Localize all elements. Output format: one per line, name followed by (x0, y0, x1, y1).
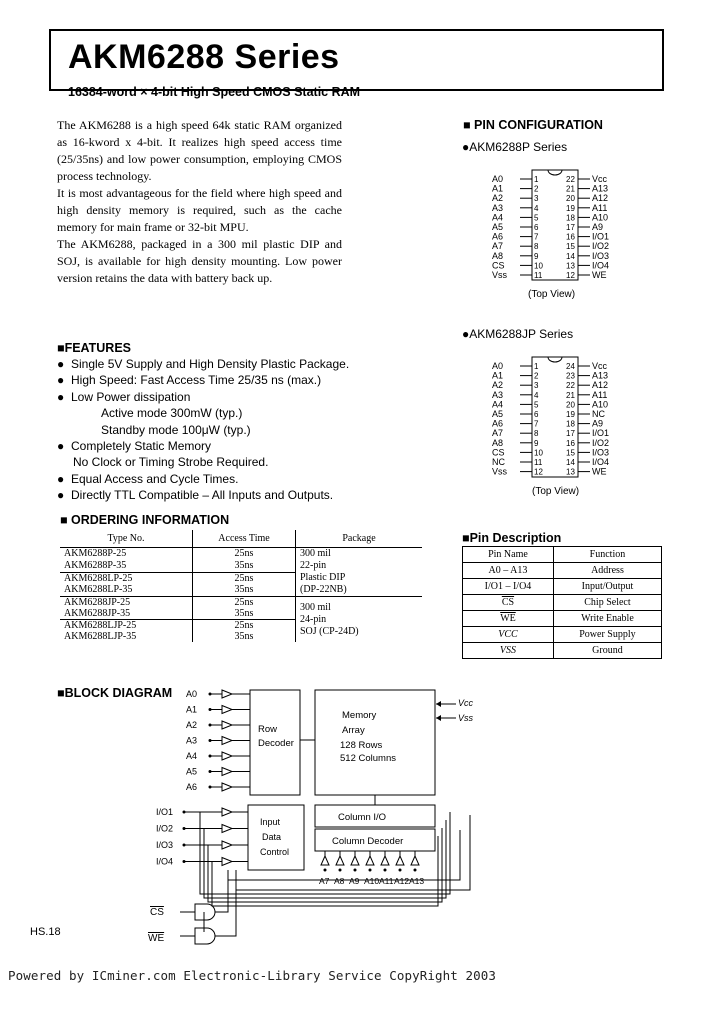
p-series-label: ●AKM6288P Series (462, 140, 568, 154)
pin-number: 12 (566, 271, 575, 280)
col-addr-buffer (351, 856, 359, 865)
io-buffer (222, 825, 232, 833)
feature-item: ● Low Power dissipation (57, 389, 191, 404)
input-label-2: Data (262, 832, 282, 842)
page-title: AKM6288 Series (68, 38, 340, 76)
pin-number: 20 (566, 400, 575, 410)
pin-number: 11 (534, 458, 543, 467)
pin-number: 11 (534, 271, 543, 280)
feature-item: ● Completely Static Memory (57, 439, 212, 454)
ordering-table: Type No. Access Time Package AKM6288P-25 25ns 300 mil 22-pin Plastic DIP (DP-22NB) AKM6288P-35 35ns AKM6288LP-25 25ns AKM6288LP-35 35ns AKM6288JP-25 25ns 300 mil 24-pin SOJ (CP-24D) AKM6288JP-35 35ns AKM6288LJP-25 25ns AKM6288LJP-35 35ns (60, 530, 422, 642)
pin-label: I/O3 (592, 447, 610, 458)
pin-label: A0 (492, 174, 504, 184)
pin-number: 5 (534, 400, 539, 410)
pin-label: A4 (492, 399, 504, 410)
pin-label: A0 (492, 361, 504, 371)
dip22-top-view: (Top View) (528, 289, 576, 300)
pin-number: 14 (566, 458, 575, 467)
pin-label: I/O4 (592, 457, 610, 467)
feature-item: ● High Speed: Fast Access Time 25/35 ns (max.) (57, 373, 322, 388)
col-addr-label: A8 (334, 876, 345, 886)
pin-label: A1 (492, 370, 504, 381)
pin-label: CS (492, 447, 505, 458)
pin-number: 2 (534, 371, 539, 381)
cs-gate (180, 904, 215, 920)
pin-number: 7 (534, 419, 539, 429)
pin-label: A13 (592, 183, 609, 194)
pin-number: 8 (534, 429, 539, 439)
io-label: I/O3 (156, 840, 174, 850)
col-addr-label: A12 (394, 876, 410, 886)
pin-label: A6 (492, 231, 504, 242)
pin-label: A12 (592, 193, 609, 204)
pin-label: A5 (492, 409, 504, 419)
pin-label: A4 (492, 212, 504, 223)
pin-label: WE (592, 466, 607, 477)
addr-input-label: A2 (186, 720, 198, 730)
pin-number: 10 (534, 448, 543, 458)
feature-sub: No Clock or Timing Strobe Required. (73, 455, 269, 470)
io-label: I/O4 (156, 856, 174, 867)
dip22-notch (548, 170, 562, 175)
intro-paragraph-2: It is most advantageous for the field where high speed and high density memory is required, such as the cache memory for main frame or 32-bit MPU. (57, 186, 342, 234)
pin-number: 10 (534, 261, 543, 271)
pin-label: A7 (492, 241, 504, 252)
pin-label: Vss (492, 466, 508, 477)
col-addr-label: A11 (379, 876, 394, 886)
pin-label: I/O1 (592, 231, 610, 242)
column-io-label: Column I/O (338, 812, 387, 823)
pin-number: 6 (534, 410, 539, 419)
pin-number: 17 (566, 223, 575, 232)
soj24-pinout (490, 352, 630, 502)
addr-buffer (222, 768, 232, 776)
col-addr-label: A13 (409, 876, 425, 886)
pin-label: WE (592, 270, 607, 280)
pin-label: A2 (492, 193, 504, 204)
input-label-3: Control (260, 847, 290, 857)
pin-number: 17 (566, 429, 575, 439)
pin-label: A11 (592, 389, 608, 400)
block-diagram-heading: ■BLOCK DIAGRAM (57, 686, 173, 700)
pin-number: 21 (566, 184, 575, 194)
features-heading: ■FEATURES (57, 341, 131, 355)
row-decoder-label-2: Decoder (258, 738, 294, 749)
addr-buffer (222, 706, 232, 714)
pin-label: NC (492, 457, 505, 467)
pin-number: 7 (534, 232, 539, 242)
feature-item: ● Directly TTL Compatible – All Inputs and Outputs. (57, 488, 334, 503)
pin-number: 19 (566, 410, 575, 419)
input-label-1: Input (260, 817, 281, 827)
col-addr-buffer (366, 856, 374, 865)
pin-label: NC (592, 409, 605, 419)
col-addr-label: A10 (364, 876, 380, 886)
intro-text (57, 117, 342, 287)
pin-label: Vss (492, 270, 508, 280)
addr-input-label: A4 (186, 751, 198, 761)
io-buffer (222, 858, 232, 866)
pin-number: 24 (566, 362, 575, 371)
col-addr-buffer (336, 856, 344, 865)
pin-number: 4 (534, 390, 539, 400)
features-list (57, 356, 377, 504)
pin-number: 5 (534, 213, 539, 223)
addr-buffer (222, 737, 232, 745)
pin-label: I/O4 (592, 260, 610, 271)
addr-buffer (222, 752, 232, 760)
addr-input-label: A0 (186, 689, 198, 699)
pin-label: A7 (492, 428, 504, 439)
addr-input-label: A3 (186, 735, 198, 746)
pin-number: 2 (534, 184, 539, 194)
feature-sub: Active mode 300mW (typ.) (101, 406, 243, 421)
pin-number: 13 (566, 467, 575, 477)
pin-number: 21 (566, 390, 575, 400)
pin-number: 1 (534, 175, 539, 184)
pin-number: 1 (534, 362, 539, 371)
feature-item: ● Equal Access and Cycle Times. (57, 471, 239, 486)
we-gate (180, 928, 215, 944)
pin-label: I/O2 (592, 437, 610, 448)
addr-buffer (222, 721, 232, 729)
addr-input-label: A6 (186, 782, 198, 792)
pin-number: 18 (566, 419, 575, 429)
col-addr-buffer (321, 856, 329, 865)
memory-label-3: 128 Rows (340, 740, 383, 751)
pin-label: A10 (592, 212, 609, 223)
pin-number: 12 (534, 467, 543, 477)
addr-buffer (222, 783, 232, 791)
io-label: I/O1 (156, 807, 174, 817)
memory-label-4: 512 Columns (340, 753, 396, 764)
pin-label: CS (492, 260, 505, 271)
pin-label: A1 (492, 183, 504, 194)
pin-desc-table: Pin Name Function A0 – A13 Address I/O1 – I/O4 Input/Output $\overline{CS}$ Chip Select $\overline{WE}$ Write Enable VCC Power Supply VSS Ground (462, 546, 662, 659)
pin-number: 3 (534, 194, 539, 204)
pin-number: 16 (566, 232, 575, 242)
pin-label: A9 (592, 222, 604, 232)
pin-label: A3 (492, 389, 504, 400)
io-label: I/O2 (156, 823, 174, 834)
pin-label: A8 (492, 250, 504, 261)
row-decoder-label-1: Row (258, 724, 278, 735)
pin-number: 18 (566, 213, 575, 223)
pin-label: A8 (492, 437, 504, 448)
pin-number: 14 (566, 251, 575, 261)
col-addr-buffer (396, 856, 404, 865)
pin-number: 22 (566, 175, 575, 184)
col-addr-buffer (411, 856, 419, 865)
memory-label-1: Memory (342, 710, 377, 721)
pin-number: 9 (534, 251, 539, 261)
pin-label: A13 (592, 370, 609, 381)
pin-desc-heading: ■Pin Description (462, 531, 562, 545)
pin-number: 23 (566, 371, 575, 381)
block-diagram (140, 680, 480, 950)
addr-input-label: A1 (186, 704, 198, 715)
feature-sub: Standby mode 100μW (typ.) (101, 422, 251, 437)
pin-number: 20 (566, 194, 575, 204)
pin-label: A3 (492, 202, 504, 213)
col-addr-buffer (381, 856, 389, 865)
pin-number: 15 (566, 242, 575, 252)
dip22-pinout (490, 165, 630, 305)
page-subtitle: 16384-word × 4-bit High Speed CMOS Static RAM (68, 85, 361, 99)
col-addr-label: A7 (319, 876, 330, 886)
col-addr-label: A9 (349, 876, 360, 886)
pin-label: A6 (492, 418, 504, 429)
soj24-notch (548, 357, 562, 362)
io-buffer (222, 808, 232, 816)
pin-label: A12 (592, 380, 609, 391)
intro-paragraph-3: The AKM6288, packaged in a 300 mil plastic DIP and SOJ, is available for high density mounting. Low power version retains the data with battery back up. (57, 237, 342, 285)
pin-number: 8 (534, 242, 539, 252)
pin-label: A9 (592, 418, 604, 429)
pin-number: 22 (566, 381, 575, 391)
pin-number: 4 (534, 203, 539, 213)
pin-number: 3 (534, 381, 539, 391)
pin-config-heading: ■ PIN CONFIGURATION (463, 118, 603, 132)
soj24-top-view: (Top View) (532, 486, 580, 497)
vss-label: Vss (458, 713, 474, 723)
pin-number: 9 (534, 438, 539, 448)
pin-number: 16 (566, 438, 575, 448)
pin-label: A2 (492, 380, 504, 391)
vcc-label: Vcc (458, 698, 474, 708)
pin-label: A5 (492, 222, 504, 232)
io-buffer (222, 841, 232, 849)
pin-label: Vcc (592, 174, 608, 184)
column-decoder-label: Column Decoder (332, 836, 404, 847)
pin-number: 15 (566, 448, 575, 458)
pin-number: 13 (566, 261, 575, 271)
pin-number: 19 (566, 203, 575, 213)
pin-number: 6 (534, 223, 539, 232)
addr-input-label: A5 (186, 766, 198, 777)
footer-copyright: Powered by ICminer.com Electronic-Library Service CopyRight 2003 (8, 968, 497, 983)
pin-label: I/O2 (592, 241, 610, 252)
pin-label: A10 (592, 399, 609, 410)
addr-buffer (222, 690, 232, 698)
memory-label-2: Array (342, 725, 365, 736)
we-label: WE (148, 933, 165, 944)
intro-paragraph-1: The AKM6288 is a high speed 64k static RAM organized as 16-kword x 4-bit. It realizes high speed access time (25/35ns) and low power consumption, employing CMOS process technology. (57, 118, 342, 183)
pin-label: I/O3 (592, 250, 610, 261)
ordering-heading: ■ ORDERING INFORMATION (60, 513, 230, 527)
cs-label: CS (150, 907, 164, 918)
page-id: HS.18 (30, 926, 61, 938)
pin-label: A11 (592, 202, 608, 213)
jp-series-label: ●AKM6288JP Series (462, 327, 574, 341)
pin-label: Vcc (592, 361, 608, 371)
feature-item: ● Single 5V Supply and High Density Plastic Package. (57, 357, 350, 371)
pin-label: I/O1 (592, 428, 610, 439)
